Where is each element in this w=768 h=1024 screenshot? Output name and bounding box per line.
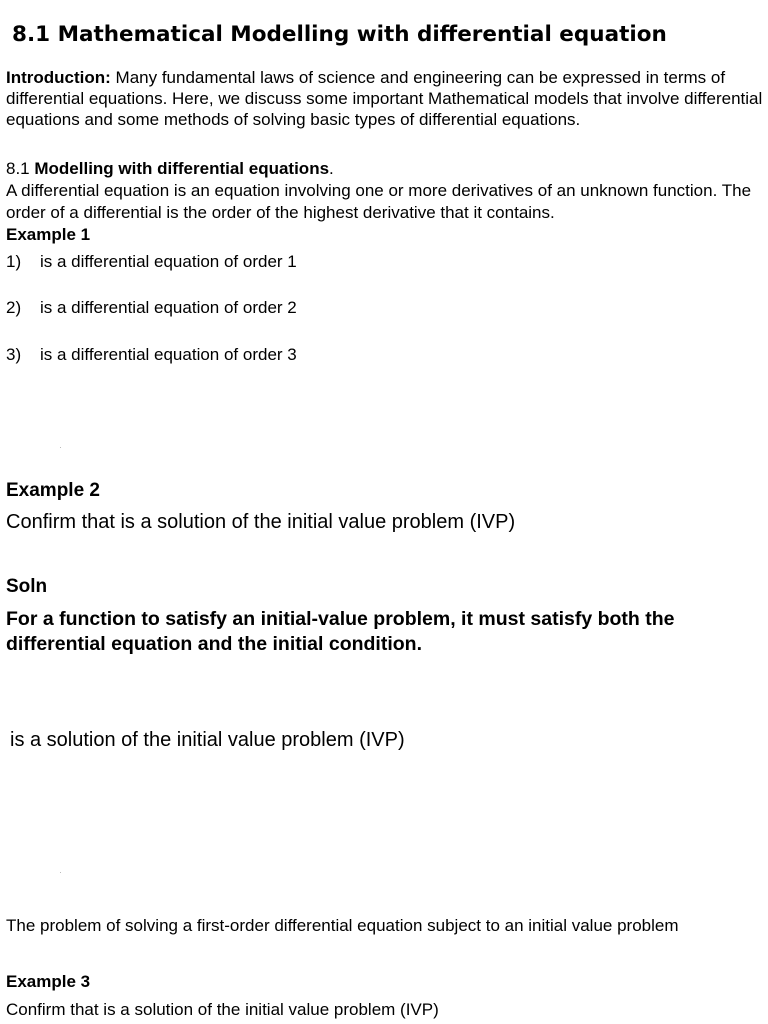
example-1-item: 2) is a differential equation of order 2: [6, 298, 297, 317]
example-1-item: 3) is a differential equation of order 3: [6, 345, 297, 364]
image-placeholder-dot: [60, 872, 61, 873]
section-definition: A differential equation is an equation involving one or more derivatives of an unknown function. The order of a differential is the order of the highest derivative that it contains.: [6, 181, 752, 222]
section-heading: Modelling with differential equations: [34, 159, 330, 178]
example-1-label: Example 1: [6, 225, 91, 244]
section-heading-line: 8.1 Modelling with differential equations.: [6, 159, 334, 178]
soln-text: For a function to satisfy an initial-value problem, it must satisfy both the differential equation and the initial condition.: [6, 608, 675, 655]
introduction-paragraph: [6, 67, 766, 130]
example-3-label: Example 3: [6, 972, 91, 991]
introduction-text: Many fundamental laws of science and engineering can be expressed in terms of differential equations. Here, we discuss some important Mathematical models that involve differential equations and some methods of solving basic types of differential equations.: [6, 68, 763, 129]
problem-paragraph: The problem of solving a first-order differential equation subject to an initial value problem: [6, 916, 679, 935]
section-number: 8.1: [6, 159, 35, 178]
example-2-label: Example 2: [6, 480, 100, 501]
example-2-conclusion: is a solution of the initial value problem (IVP): [10, 729, 405, 751]
example-2-prompt: Confirm that is a solution of the initial value problem (IVP): [6, 511, 516, 533]
image-placeholder-dot: [60, 447, 61, 448]
example-1-item: 1) is a differential equation of order 1: [6, 252, 297, 271]
page-title: 8.1 Mathematical Modelling with differential equation: [12, 22, 667, 47]
soln-label: Soln: [6, 576, 48, 597]
example-3-prompt: Confirm that is a solution of the initial value problem (IVP): [6, 1000, 439, 1019]
introduction-label: Introduction:: [6, 68, 111, 87]
section-block: [6, 158, 766, 246]
